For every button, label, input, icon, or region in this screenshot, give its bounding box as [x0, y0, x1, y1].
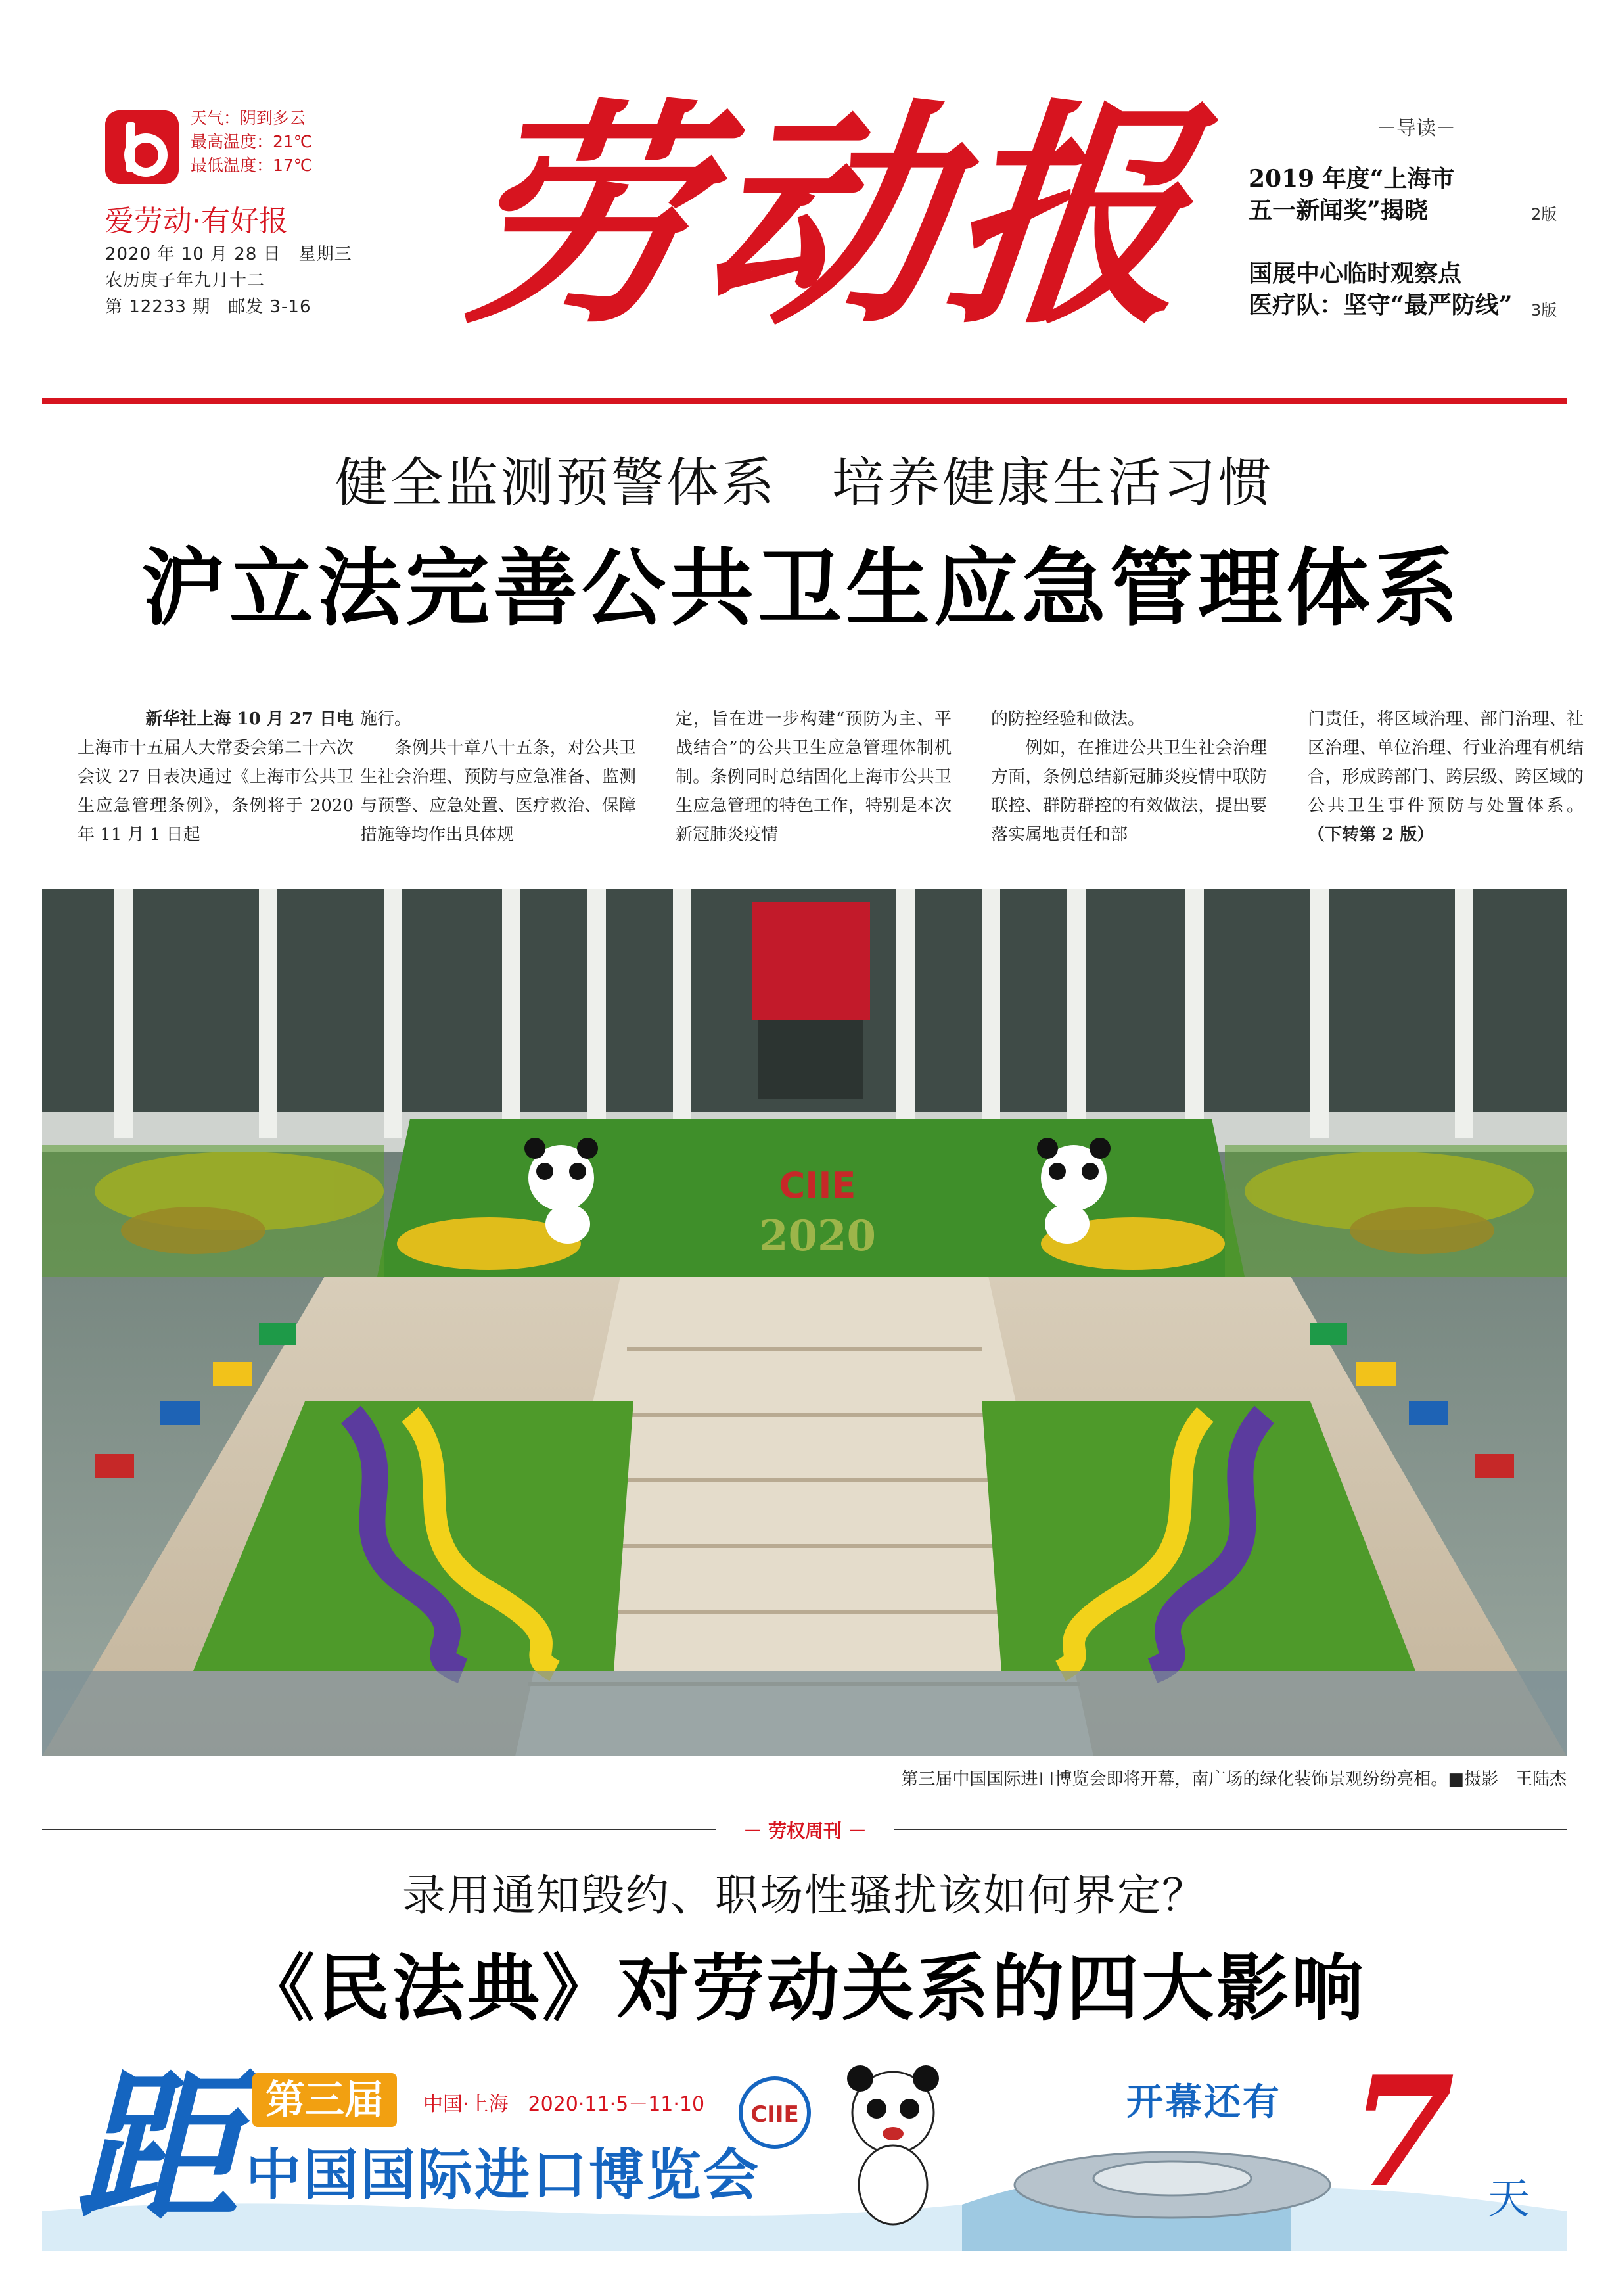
expo-logo-icon: [741, 2078, 809, 2147]
masthead-title: 劳动报: [448, 78, 1208, 356]
expo-photo-illustration: [42, 889, 1567, 1756]
article-column-2: 施行。 条例共十章八十五条，对公共卫生社会治理、预防与应急准备、监测与预警、应急处置、医疗救治、保障措施等均作出具体规: [360, 709, 636, 845]
lawn-sign-ciie: CIIE: [779, 1165, 856, 1206]
article-column-4: 的防控经验和做法。 例如，在推进公共卫生社会治理方面，条例总结新冠肺炎疫情中联防联控、群防群控的有效做法，提出要落实属地责任和部: [991, 709, 1267, 845]
slogan: 爱劳动·有好报: [105, 204, 288, 238]
weather-high-temp: 最高温度：21℃: [191, 132, 312, 151]
issue-number: 第 12233 期 邮发 3-16: [105, 297, 311, 317]
lead-subtitle: 健全监测预警体系 培养健康生活习惯: [335, 452, 1274, 513]
cover-photo: [42, 889, 1567, 1756]
lead-headline[interactable]: 沪立法完善公共卫生应急管理体系: [141, 539, 1462, 638]
banner-days-count: 7: [1350, 2053, 1456, 2221]
banner-opens-in: 开幕还有: [1126, 2081, 1281, 2124]
guide-item-2-line-2[interactable]: 医疗队：坚守“最严防线”: [1249, 291, 1513, 319]
guide-item-1-line-1[interactable]: 2019 年度“上海市: [1249, 165, 1455, 193]
article-column-5-text: 门责任，将区域治理、部门治理、社区治理、单位治理、行业治理有机结合，形成跨部门、跨层级、跨区域的公共卫生事件预防与处置体系。: [1308, 709, 1584, 816]
issue-date: 2020 年 10 月 28 日 星期三: [105, 245, 352, 264]
section-label: － 劳权周刊 －: [716, 1817, 894, 1843]
article-dateline: 新华社上海 10 月 27 日电: [145, 709, 354, 729]
banner-days-unit: 天: [1488, 2175, 1530, 2224]
expo-countdown-banner[interactable]: [42, 2053, 1567, 2251]
section-headline[interactable]: 《民法典》对劳动关系的四大影响: [242, 1946, 1366, 2030]
weather-condition: 天气：阴到多云: [191, 108, 306, 128]
banner-ju: 距: [75, 2053, 239, 2244]
masthead-rule: [42, 398, 1567, 404]
lawn-sign-year: 2020: [758, 1211, 877, 1261]
guide-item-1-page: 2版: [1531, 205, 1557, 223]
photo-caption: 第三届中国国际进口博览会即将开幕，南广场的绿化装饰景观纷纷亮相。■摄影 王陆杰: [901, 1769, 1567, 1789]
article-column-1: [78, 705, 354, 849]
article-column-5: [1308, 705, 1584, 849]
expo-building-icon: [1015, 2152, 1330, 2218]
article-column-1-text: 上海市十五届人大常委会第二十六次会议 27 日表决通过《上海市公共卫生应急管理条例》，条例将于 2020 年 11 月 1 日起: [78, 738, 354, 845]
continued-link[interactable]: （下转第 2 版）: [1308, 825, 1435, 845]
guide-item-2-line-1[interactable]: 国展中心临时观察点: [1249, 260, 1462, 287]
weather-low-temp: 最低温度：17℃: [191, 156, 312, 175]
lunar-date: 农历庚子年九月十二: [105, 271, 265, 291]
article-column-3: 定，旨在进一步构建“预防为主、平战结合”的公共卫生应急管理体制机制。条例同时总结固化上海市公共卫生应急管理的特色工作，特别是本次新冠肺炎疫情: [676, 709, 952, 845]
banner-location-dates: 中国·上海 2020·11·5－11·10: [423, 2093, 705, 2116]
banner-expo-name: 中国国际进口博览会: [246, 2143, 761, 2207]
section-subtitle: 录用通知毁约、职场性骚扰该如何界定？: [402, 1870, 1206, 1921]
newspaper-logo: [105, 110, 179, 184]
guide-item-1-line-2[interactable]: 五一新闻奖”揭晓: [1249, 197, 1428, 224]
guide-label: －导读－: [1377, 117, 1456, 140]
guide-item-2-page: 3版: [1531, 301, 1557, 319]
banner-edition: 第三届: [252, 2073, 397, 2127]
expo-logo-text: CIIE: [750, 2101, 799, 2128]
